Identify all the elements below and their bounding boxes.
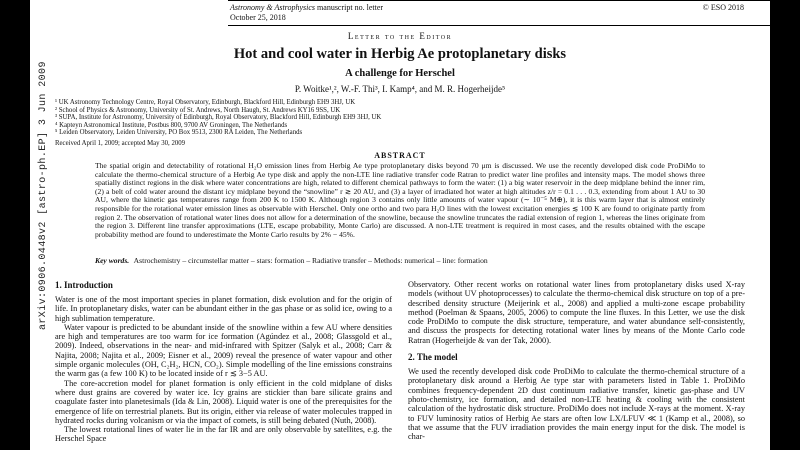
header-date: October 25, 2018 bbox=[230, 12, 286, 22]
manuscript-note: manuscript no. letter bbox=[317, 3, 384, 12]
keywords-label: Key words. bbox=[95, 256, 130, 265]
keywords-text: Astrochemistry – circumstellar matter – stars: formation – Radiative transfer – Methods: numerical – line: formation bbox=[133, 256, 488, 265]
intro-continuation-paragraph: Observatory. Other recent works on rotational water lines from protoplanetary disks used X-ray models (without UV photoprocesses) to calculate the thermo-chemical disk structure on top of a pre-described density structure (Meijerink et al., 2008) and applied a multi-zone escape probability method (Poelman & Spaans, 2005, 2006) to compute the line fluxes. In this Letter, we use the disk code ProDiMo to compute the disk structure, temperature, and water abundance self-consistently, and discuss the prospects for detecting rotational water lines by means of the Monte Carlo code Ratran (Hogerheijde & van der Tak, 2000). bbox=[408, 280, 745, 345]
affiliation-item: ⁵ Leiden Observatory, Leiden University, PO Box 9513, 2300 RA Leiden, The Netherlands bbox=[55, 129, 303, 137]
model-paragraph-1: We used the recently developed disk code ProDiMo to calculate the thermo-chemical structure of a protoplanetary disk around a Herbig Ae type star with parameters listed in Table 1. ProDiMo combines frequency-dependent 2D dust continuum radiative transfer, kinetic gas-phase and UV photo-chemistry, ice formation, and detailed non-LTE heating & cooling with the consistent calculation of the hydrostatic disk structure. ProDiMo does not include X-rays at the moment. X-ray to FUV luminosity ratios of Herbig Ae stars are often low LX/LFUV ≪ 1 (Kamp et al., 2008), so that we assume that the FUV irradiation provides the main energy input for the disk. The model is char- bbox=[408, 367, 745, 442]
affiliation-item: ⁴ Kapteyn Astronomical Institute, Postbus 800, 9700 AV Groningen, The Netherlands bbox=[55, 121, 288, 129]
affiliations-list bbox=[55, 99, 745, 137]
received-accepted-line: Received April 1, 2009; accepted May 30, 2009 bbox=[55, 140, 186, 147]
pdf-viewer-margin-left bbox=[0, 0, 30, 450]
intro-paragraph-1: Water is one of the most important species in planet formation, disk evolution and for the origin of life. In protoplanetary disks, water can be abundant either in the gas phase or as solid ice, owing to a high sublimation temperature. bbox=[55, 295, 392, 323]
keywords-line bbox=[95, 257, 705, 266]
intro-paragraph-4: The lowest rotational lines of water lie in the far IR and are only observable by satellites, e.g. the Herschel Space bbox=[55, 425, 392, 444]
journal-name: Astronomy & Astrophysics bbox=[230, 3, 316, 12]
affiliation-item: ¹ UK Astronomy Technology Centre, Royal Observatory, Edinburgh, Blackford Hill, Edinburgh EH9 3HJ, UK bbox=[55, 99, 356, 106]
authors-line: P. Woitke¹,², W.-F. Thi³, I. Kamp⁴, and M. R. Hogerheijde⁵ bbox=[294, 84, 506, 94]
manuscript-header-left bbox=[230, 3, 383, 22]
abstract-heading: ABSTRACT bbox=[374, 151, 426, 160]
intro-paragraph-3: The core-accretion model for planet formation is only efficient in the cold midplane of disks where dust grains are covered by water ice. Icy grains are stickier than bare silicate grains and coagulate faster into planetesimals (Ida & Lin, 2008). Liquid water is one of the prerequisites for the emergence of life on terrestrial planets. But its origin, either via release of water molecules trapped in hydrated rocks during volcanism or via the impact of comets, is still being debated (Nuth, 2008). bbox=[55, 378, 392, 425]
affiliation-item: ³ SUPA, Institute for Astronomy, University of Edinburgh, Royal Observatory, Blackford Hill, Edinburgh EH9 3HJ, UK bbox=[55, 114, 382, 122]
left-column bbox=[55, 280, 392, 444]
affiliation-item: ² School of Physics & Astronomy, University of St. Andrews, North Haugh, St. Andrews KY16 9SS, UK bbox=[55, 106, 341, 114]
letter-to-editor-label: Letter to the Editor bbox=[347, 31, 453, 41]
section-2-heading: 2. The model bbox=[408, 352, 458, 363]
paper-subtitle: A challenge for Herschel bbox=[345, 68, 455, 79]
paper-title: Hot and cool water in Herbig Ae protoplanetary disks bbox=[233, 46, 567, 62]
pdf-page[interactable] bbox=[30, 0, 770, 450]
manuscript-line bbox=[230, 3, 383, 13]
right-column bbox=[408, 280, 745, 441]
section-1-heading: 1. Introduction bbox=[55, 280, 113, 290]
manuscript-header bbox=[228, 0, 770, 26]
pdf-viewer-margin-right bbox=[770, 0, 800, 450]
arxiv-identifier-stamp: arXiv:0906.0448v2 [astro-ph.EP] 3 Jun 2009 bbox=[38, 61, 49, 330]
copyright-notice: © ESO 2018 bbox=[702, 3, 744, 12]
intro-paragraph-2: Water vapour is predicted to be abundant inside of the snowline within a few AU where densities are high and temperatures are too warm for ice formation (Agúndez et al., 2008; Glassgold et al., 2009). Indeed, observations in the near- and mid-infrared with Spitzer (Salyk et al., 2008; Carr & Najita, 2008; Najita et al., 2009; Eisner et al., 2009) reveal the presence of water vapour and other simple organic molecules (OH, C₂H₂, HCN, CO₂). Simple modelling of the line emissions constrains the warm gas (a few 100 K) to be located inside of r ≲ 3−5 AU. bbox=[55, 322, 392, 379]
abstract-text: The spatial origin and detectability of rotational H₂O emission lines from Herbig Ae type protoplanetary disks beyond 70 μm is discussed. We use the recently developed disk code ProDiMo to calculate the thermo-chemical structure of a Herbig Ae type disk and apply the non-LTE line radiative transfer code Ratran to predict water line profiles and intensity maps. The model shows three spatially distinct regions in the disk where water concentrations are high, related to different chemical pathways to form the water: (1) a big water reservoir in the deep midplane behind the inner rim, (2) a belt of cold water around the distant icy midplane beyond the “snowline” r ≳ 20 AU, and (3) a layer of irradiated hot water at high altitudes z/r = 0.1 . . . 0.3, extending from about 1 AU to 30 AU, where the kinetic gas temperatures range from 200 K to 1500 K. Although region 3 contains only little amounts of water vapour (∼ 10⁻⁵ M⊕), it is this warm layer that is almost entirely responsible for the rotational water emission lines as observable with Herschel. Only one ortho and two para H₂O lines with the lowest excitation energies ≲ 100 K are found to originate partly from region 2. The observation of rotational water lines does not allow for a determination of the snowline, because the snowline truncates the radial extension of region 1, whereas the lines originate from the region 3. Different line transfer approximations (LTE, escape probability, Monte Carlo) are discussed. A non-LTE treatment is required in most cases, and the results obtained with the escape probability method are found to underestimate the Monte Carlo results by 2% − 45%. bbox=[95, 161, 705, 239]
